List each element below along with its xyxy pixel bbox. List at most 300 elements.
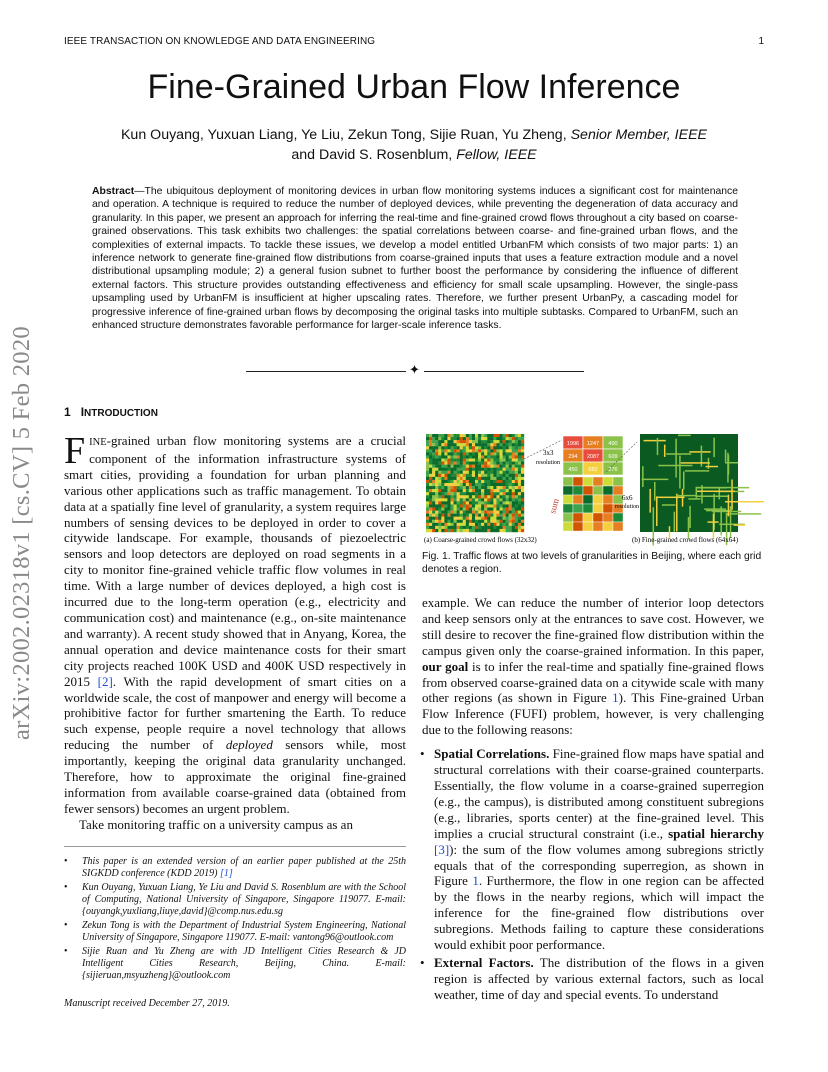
heatmap-cell	[493, 480, 496, 483]
heatmap-cell	[515, 449, 518, 452]
heatmap-cell	[478, 440, 481, 443]
heatmap-cell	[518, 480, 521, 483]
heatmap-cell	[506, 477, 509, 480]
heatmap-cell	[457, 443, 460, 446]
heatmap-cell	[463, 498, 466, 501]
heatmap-cell	[466, 455, 469, 458]
footnote-rule	[64, 846, 406, 847]
fine-cell	[573, 477, 583, 486]
heatmap-cell	[438, 511, 441, 514]
heatmap-cell	[426, 437, 429, 440]
heatmap-cell	[496, 437, 499, 440]
heatmap-cell	[426, 443, 429, 446]
figure-1	[422, 432, 764, 550]
heatmap-cell	[451, 517, 454, 520]
heatmap-cell	[500, 511, 503, 514]
heatmap-cell	[481, 440, 484, 443]
heatmap-cell	[444, 511, 447, 514]
heatmap-cell	[478, 471, 481, 474]
fine-cell	[563, 513, 573, 522]
heatmap-cell	[441, 504, 444, 507]
heatmap-cell	[500, 465, 503, 468]
heatmap-cell	[460, 434, 463, 437]
heatmap-cell	[484, 504, 487, 507]
heatmap-cell	[469, 486, 472, 489]
heatmap-cell	[518, 504, 521, 507]
road-segment	[725, 501, 764, 503]
heatmap-cell	[463, 480, 466, 483]
section-heading	[64, 405, 158, 419]
heatmap-cell	[432, 489, 435, 492]
heatmap-cell	[444, 520, 447, 523]
divider-ornament-icon: ✦	[409, 362, 420, 377]
heatmap-cell	[457, 471, 460, 474]
heatmap-cell	[521, 498, 524, 501]
heatmap-cell	[472, 504, 475, 507]
heatmap-cell	[475, 440, 478, 443]
heatmap-cell	[441, 437, 444, 440]
heatmap-cell	[438, 468, 441, 471]
heatmap-cell	[451, 443, 454, 446]
heatmap-cell	[429, 462, 432, 465]
heatmap-cell	[506, 498, 509, 501]
footnote-item	[64, 882, 406, 918]
heatmap-cell	[457, 501, 460, 504]
road-segment	[675, 439, 677, 478]
road-segment	[666, 453, 691, 455]
heatmap-cell	[518, 498, 521, 501]
heatmap-cell	[506, 434, 509, 437]
heatmap-cell	[521, 443, 524, 446]
heatmap-cell	[460, 452, 463, 455]
heatmap-cell	[438, 440, 441, 443]
heatmap-cell	[509, 434, 512, 437]
heatmap-cell	[503, 514, 506, 517]
heatmap-cell	[460, 446, 463, 449]
heatmap-cell	[438, 449, 441, 452]
heatmap-cell	[457, 455, 460, 458]
heatmap-cell	[438, 434, 441, 437]
heatmap-cell	[463, 517, 466, 520]
heatmap-cell	[472, 443, 475, 446]
heatmap-cell	[518, 459, 521, 462]
heatmap-cell	[429, 477, 432, 480]
heatmap-cell	[493, 489, 496, 492]
heatmap-cell	[472, 440, 475, 443]
heatmap-cell	[506, 517, 509, 520]
coarse-cell-value: 609	[608, 454, 618, 460]
heatmap-cell	[469, 437, 472, 440]
heatmap-cell	[451, 523, 454, 526]
heatmap-cell	[447, 468, 450, 471]
heatmap-cell	[493, 504, 496, 507]
heatmap-cell	[475, 498, 478, 501]
road-segment	[657, 497, 685, 499]
heatmap-cell	[475, 501, 478, 504]
heatmap-cell	[490, 520, 493, 523]
heatmap-cell	[472, 459, 475, 462]
heatmap-cell	[463, 492, 466, 495]
heatmap-cell	[469, 498, 472, 501]
heatmap-cell	[438, 486, 441, 489]
heatmap-cell	[509, 504, 512, 507]
heatmap-cell	[518, 474, 521, 477]
heatmap-cell	[478, 486, 481, 489]
authors-line2-role: Fellow, IEEE	[456, 147, 537, 163]
right-column	[422, 595, 764, 1005]
heatmap-cell	[493, 495, 496, 498]
footnote-item	[64, 920, 406, 944]
heatmap-cell	[509, 498, 512, 501]
heatmap-cell	[469, 529, 472, 532]
heatmap-cell	[454, 529, 457, 532]
heatmap-cell	[454, 474, 457, 477]
heatmap-cell	[484, 508, 487, 511]
citation-link[interactable]: [1]	[219, 868, 233, 879]
heatmap-cell	[478, 462, 481, 465]
coarse-cell-value: 682	[588, 467, 598, 473]
heatmap-cell	[496, 468, 499, 471]
heatmap-cell	[484, 437, 487, 440]
heatmap-cell	[506, 465, 509, 468]
heatmap-cell	[457, 498, 460, 501]
heatmap-cell	[481, 495, 484, 498]
heatmap-cell	[503, 526, 506, 529]
heatmap-cell	[521, 452, 524, 455]
heatmap-cell	[432, 498, 435, 501]
heatmap-cell	[478, 477, 481, 480]
fine-cell	[593, 504, 603, 513]
heatmap-cell	[426, 486, 429, 489]
heatmap-cell	[475, 455, 478, 458]
heatmap-cell	[432, 437, 435, 440]
heatmap-cell	[472, 465, 475, 468]
heatmap-cell	[466, 468, 469, 471]
heatmap-cell	[512, 477, 515, 480]
heatmap-cell	[466, 492, 469, 495]
heatmap-cell	[518, 483, 521, 486]
heatmap-cell	[441, 459, 444, 462]
heatmap-cell	[481, 501, 484, 504]
heatmap-cell	[466, 526, 469, 529]
heatmap-cell	[481, 489, 484, 492]
heatmap-cell	[441, 483, 444, 486]
heatmap-cell	[509, 492, 512, 495]
heatmap-cell	[512, 449, 515, 452]
heatmap-cell	[506, 459, 509, 462]
heatmap-cell	[441, 511, 444, 514]
heatmap-cell	[463, 508, 466, 511]
left-column	[64, 430, 406, 833]
heatmap-cell	[469, 520, 472, 523]
label-3x3: 3x3	[543, 449, 554, 457]
coarse-cell-value: 2087	[586, 454, 600, 460]
heatmap-cell	[463, 477, 466, 480]
heatmap-cell	[490, 455, 493, 458]
heatmap-cell	[515, 455, 518, 458]
heatmap-cell	[429, 449, 432, 452]
heatmap-cell	[493, 523, 496, 526]
heatmap-cell	[478, 523, 481, 526]
heatmap-cell	[475, 452, 478, 455]
heatmap-cell	[435, 523, 438, 526]
heatmap-cell	[487, 462, 490, 465]
heatmap-cell	[463, 462, 466, 465]
heatmap-cell	[509, 508, 512, 511]
heatmap-cell	[521, 511, 524, 514]
heatmap-cell	[500, 480, 503, 483]
figure-ref-link[interactable]: 1	[612, 690, 619, 706]
heatmap-cell	[457, 514, 460, 517]
heatmap-cell	[429, 446, 432, 449]
heatmap-cell	[469, 492, 472, 495]
heatmap-cell	[460, 480, 463, 483]
label-resolution-3x3: resolution	[536, 460, 560, 466]
heatmap-cell	[515, 526, 518, 529]
heatmap-cell	[487, 489, 490, 492]
footnote-item	[64, 856, 406, 880]
heatmap-cell	[503, 523, 506, 526]
heatmap-cell	[521, 529, 524, 532]
heatmap-cell	[438, 443, 441, 446]
heatmap-cell	[429, 514, 432, 517]
heatmap-cell	[484, 468, 487, 471]
heatmap-cell	[463, 468, 466, 471]
heatmap-cell	[447, 480, 450, 483]
heatmap-cell	[426, 480, 429, 483]
section-title-rest: NTRODUCTION	[84, 408, 158, 419]
heatmap-cell	[472, 452, 475, 455]
heatmap-cell	[481, 434, 484, 437]
heatmap-cell	[451, 462, 454, 465]
heatmap-cell	[490, 446, 493, 449]
heatmap-cell	[463, 489, 466, 492]
heatmap-cell	[496, 455, 499, 458]
heatmap-cell	[469, 452, 472, 455]
fine-grid-heatmap	[640, 434, 764, 545]
running-head: IEEE TRANSACTION ON KNOWLEDGE AND DATA ENGINEERING	[64, 36, 376, 47]
heatmap-cell	[457, 449, 460, 452]
heatmap-cell	[484, 514, 487, 517]
heatmap-cell	[518, 520, 521, 523]
heatmap-cell	[469, 455, 472, 458]
heatmap-cell	[472, 449, 475, 452]
heatmap-cell	[500, 483, 503, 486]
heatmap-cell	[429, 489, 432, 492]
heatmap-cell	[426, 495, 429, 498]
road-segment	[679, 456, 681, 489]
heatmap-cell	[515, 462, 518, 465]
heatmap-cell	[472, 517, 475, 520]
heatmap-cell	[515, 437, 518, 440]
heatmap-cell	[472, 501, 475, 504]
heatmap-cell	[457, 504, 460, 507]
heatmap-cell	[521, 486, 524, 489]
right-text-b: is to infer the real-time and spatially fine-grained flows from observed coarse-grained data on a citywide scale with many other regions (as shown in Figure	[422, 658, 764, 706]
heatmap-cell	[496, 526, 499, 529]
heatmap-cell	[475, 495, 478, 498]
heatmap-cell	[506, 523, 509, 526]
heatmap-cell	[432, 480, 435, 483]
heatmap-cell	[512, 511, 515, 514]
figure-ref-link[interactable]: 1	[472, 873, 479, 889]
heatmap-cell	[521, 517, 524, 520]
heatmap-cell	[438, 465, 441, 468]
heatmap-cell	[521, 526, 524, 529]
heatmap-cell	[509, 452, 512, 455]
heatmap-cell	[438, 501, 441, 504]
heatmap-cell	[466, 495, 469, 498]
heatmap-cell	[490, 462, 493, 465]
heatmap-cell	[426, 455, 429, 458]
heatmap-cell	[487, 486, 490, 489]
heatmap-cell	[493, 468, 496, 471]
heatmap-cell	[478, 437, 481, 440]
heatmap-cell	[509, 520, 512, 523]
road-segment	[689, 451, 710, 453]
heatmap-cell	[484, 495, 487, 498]
heatmap-cell	[496, 474, 499, 477]
heatmap-cell	[506, 511, 509, 514]
heatmap-cell	[454, 459, 457, 462]
heatmap-cell	[432, 474, 435, 477]
heatmap-cell	[466, 523, 469, 526]
heatmap-cell	[426, 492, 429, 495]
heatmap-cell	[490, 434, 493, 437]
heatmap-cell	[444, 459, 447, 462]
heatmap-cell	[441, 498, 444, 501]
heatmap-cell	[521, 483, 524, 486]
citation-link[interactable]: [2]	[97, 673, 113, 689]
citation-link[interactable]: [3]	[434, 841, 450, 857]
heatmap-cell	[500, 437, 503, 440]
heatmap-cell	[435, 529, 438, 532]
heatmap-cell	[487, 449, 490, 452]
heatmap-cell	[435, 508, 438, 511]
heatmap-cell	[515, 474, 518, 477]
heatmap-cell	[441, 523, 444, 526]
heatmap-cell	[438, 504, 441, 507]
road-segment	[674, 512, 676, 532]
heatmap-cell	[500, 489, 503, 492]
heatmap-cell	[515, 504, 518, 507]
heatmap-cell	[490, 511, 493, 514]
heatmap-cell	[500, 446, 503, 449]
heatmap-cell	[438, 498, 441, 501]
heatmap-cell	[487, 483, 490, 486]
heatmap-cell	[481, 517, 484, 520]
heatmap-cell	[454, 504, 457, 507]
heatmap-cell	[454, 434, 457, 437]
heatmap-cell	[484, 443, 487, 446]
heatmap-cell	[472, 489, 475, 492]
road-segment	[642, 466, 644, 487]
heatmap-cell	[435, 492, 438, 495]
heatmap-cell	[463, 483, 466, 486]
authors-line1-role: Senior Member, IEEE	[570, 127, 708, 143]
heatmap-cell	[484, 489, 487, 492]
heatmap-cell	[447, 452, 450, 455]
heatmap-cell	[509, 480, 512, 483]
heatmap-cell	[496, 449, 499, 452]
heatmap-cell	[457, 437, 460, 440]
heatmap-cell	[463, 514, 466, 517]
heatmap-cell	[521, 501, 524, 504]
road-segment	[662, 504, 676, 506]
heatmap-cell	[490, 440, 493, 443]
heatmap-cell	[447, 514, 450, 517]
heatmap-cell	[444, 508, 447, 511]
figure-caption: Fig. 1. Traffic flows at two levels of granularities in Beijing, where each grid denotes a region.	[422, 551, 762, 575]
fine-cell	[603, 522, 613, 531]
fine-cell	[603, 513, 613, 522]
heatmap-cell	[444, 514, 447, 517]
heatmap-cell	[426, 468, 429, 471]
heatmap-cell	[469, 440, 472, 443]
heatmap-cell	[463, 446, 466, 449]
heatmap-cell	[512, 468, 515, 471]
heatmap-cell	[487, 495, 490, 498]
heatmap-cell	[484, 511, 487, 514]
heatmap-cell	[478, 504, 481, 507]
road-segment	[656, 496, 658, 526]
heatmap-cell	[503, 462, 506, 465]
road-segment	[730, 487, 749, 489]
footnote-text: Sijie Ruan and Yu Zheng are with JD Intelligent Cities Research & JD Intelligent Cities Research, Beijing, China. E-mail:{sijieruan,msyuzheng}@outlook.com	[82, 946, 406, 981]
heatmap-cell	[466, 449, 469, 452]
heatmap-cell	[518, 501, 521, 504]
heatmap-cell	[460, 514, 463, 517]
heatmap-cell	[444, 504, 447, 507]
heatmap-cell	[475, 468, 478, 471]
road-segment	[685, 470, 709, 472]
heatmap-cell	[478, 498, 481, 501]
heatmap-cell	[500, 498, 503, 501]
heatmap-cell	[463, 501, 466, 504]
heatmap-cell	[451, 508, 454, 511]
road-segment	[713, 438, 715, 457]
heatmap-cell	[521, 440, 524, 443]
heatmap-cell	[475, 443, 478, 446]
heatmap-cell	[521, 459, 524, 462]
heatmap-cell	[518, 434, 521, 437]
heatmap-cell	[472, 483, 475, 486]
heatmap-cell	[460, 523, 463, 526]
heatmap-cell	[481, 446, 484, 449]
heatmap-cell	[481, 508, 484, 511]
heatmap-cell	[503, 498, 506, 501]
heatmap-cell	[521, 449, 524, 452]
heatmap-cell	[432, 523, 435, 526]
heatmap-cell	[454, 477, 457, 480]
heatmap-cell	[490, 486, 493, 489]
heatmap-cell	[454, 523, 457, 526]
heatmap-cell	[484, 529, 487, 532]
heatmap-cell	[432, 483, 435, 486]
heatmap-cell	[475, 483, 478, 486]
fine-cell	[603, 477, 613, 486]
heatmap-cell	[457, 452, 460, 455]
intro-text-a: -grained urban flow monitoring systems are a crucial component of the information infrastructure systems of smart cities, providing a foundation for urban planning and various other applications such as traffic management. To obtain data at a spatially fine level of granularity, a system requires large numbers of sensing devices to be deployed in order to cover a citywide landscape. For example, thousands of piezoelectric sensors and loop detectors are deployed on road segments in a city to monitor fine-grained vehicle traffic flow volumes in real time. With a large number of devices deployed, a high cost is incurred due to the long-term operation (e.g., electricity and communication cost) and maintenance (e.g., on-site maintenance and warranty). A recent study showed that in Anyang, Korea, the annual operation and device maintenance costs for their smart city projects reached 100K USD and 400K USD respectively in 2015	[64, 433, 406, 689]
label-resolution-6x6: resolution	[615, 504, 639, 510]
heatmap-cell	[432, 501, 435, 504]
heatmap-cell	[457, 468, 460, 471]
heatmap-cell	[487, 480, 490, 483]
heatmap-cell	[444, 434, 447, 437]
heatmap-cell	[475, 449, 478, 452]
heatmap-cell	[518, 492, 521, 495]
heatmap-cell	[472, 511, 475, 514]
